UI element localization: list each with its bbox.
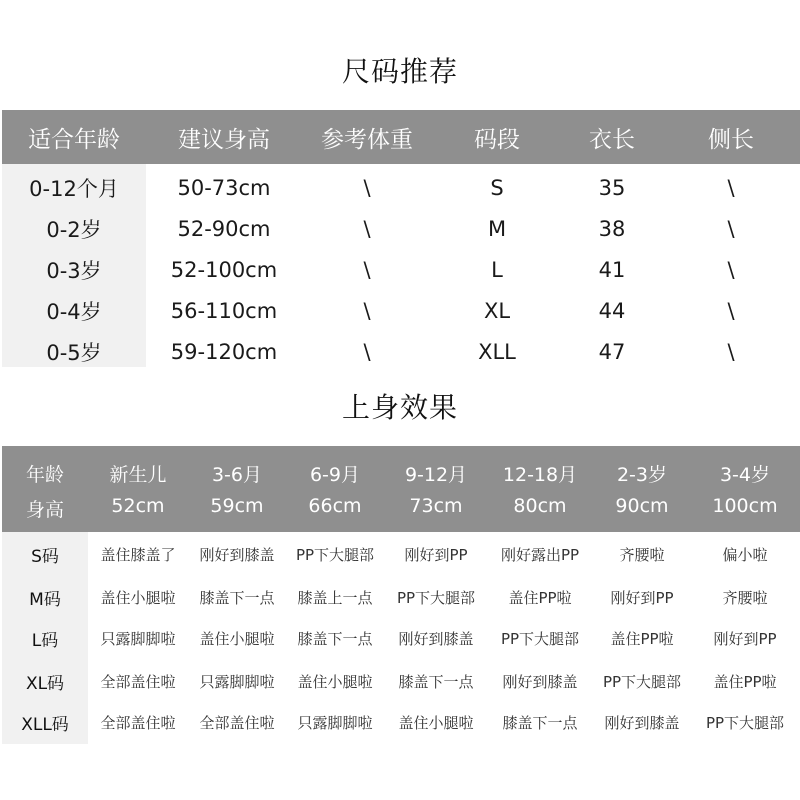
- effect-cell: 膝盖下一点: [398, 672, 474, 691]
- effect-cell: 刚好到膝盖: [199, 545, 275, 564]
- effect-cell: 齐腰啦: [619, 545, 665, 564]
- header-height-row: [2, 495, 800, 522]
- effect-cell: 盖住小腿啦: [398, 713, 474, 732]
- age-cell: 0-2岁: [46, 218, 102, 242]
- weight-cell: \: [363, 217, 371, 241]
- table-row: [2, 209, 800, 249]
- header-cell: 52cm: [111, 495, 165, 517]
- height-cell: 52-100cm: [170, 258, 278, 282]
- header-side-length: 侧长: [708, 126, 754, 153]
- height-cell: 50-73cm: [177, 176, 271, 200]
- effect-cell: 只露脚脚啦: [199, 672, 275, 691]
- effect-cell: 膝盖下一点: [502, 713, 578, 732]
- height-cell: 56-110cm: [170, 299, 278, 323]
- effect-cell: 膝盖上一点: [297, 588, 373, 607]
- effect-cell: 刚好到膝盖: [502, 672, 578, 691]
- weight-cell: \: [363, 258, 371, 282]
- effect-cell: PP下大腿部: [705, 713, 785, 732]
- table-row: [2, 332, 800, 372]
- header-cell: 2-3岁: [616, 464, 668, 486]
- size-label: L码: [31, 630, 59, 651]
- effect-cell: 全部盖住啦: [100, 672, 176, 691]
- header-cell: 年龄: [25, 464, 64, 486]
- table-row: [2, 618, 800, 658]
- effect-cell: 刚好到PP: [404, 545, 468, 564]
- wearing-effect-title: 上身效果: [341, 391, 458, 424]
- side-length-cell: \: [727, 258, 735, 282]
- effect-cell: 偏小啦: [722, 545, 768, 564]
- effect-cell: 刚好到膝盖: [398, 629, 474, 648]
- weight-cell: \: [363, 340, 371, 364]
- header-cell: 80cm: [513, 495, 567, 517]
- size-label: M码: [29, 589, 61, 610]
- header-cell: 73cm: [409, 495, 463, 517]
- size-cell: L: [491, 258, 503, 282]
- effect-cell: 盖住PP啦: [713, 672, 777, 691]
- age-cell: 0-12个月: [29, 177, 119, 201]
- header-cell: 新生儿: [109, 464, 167, 486]
- weight-cell: \: [363, 176, 371, 200]
- table-row: [2, 291, 800, 331]
- effect-cell: 刚好到PP: [610, 588, 674, 607]
- header-cell: 100cm: [712, 495, 778, 517]
- effect-cell: PP下大腿部: [295, 545, 375, 564]
- header-height: 建议身高: [178, 126, 270, 153]
- header-length: 衣长: [589, 126, 635, 153]
- size-cell: S: [490, 176, 504, 200]
- effect-cell: PP下大腿部: [396, 588, 476, 607]
- length-cell: 47: [598, 340, 626, 364]
- size-table-header: [2, 110, 800, 164]
- effect-cell: 刚好到PP: [713, 629, 777, 648]
- effect-cell: 膝盖下一点: [199, 588, 275, 607]
- effect-cell: 盖住PP啦: [610, 629, 674, 648]
- header-cell: 身高: [25, 499, 64, 521]
- effect-cell: 盖住小腿啦: [297, 672, 373, 691]
- header-cell: 6-9月: [309, 464, 361, 486]
- age-cell: 0-5岁: [46, 341, 102, 365]
- side-length-cell: \: [727, 299, 735, 323]
- effect-cell: 全部盖住啦: [199, 713, 275, 732]
- table-row: [2, 168, 800, 208]
- effect-cell: 全部盖住啦: [100, 713, 176, 732]
- table-row: [2, 702, 800, 742]
- effect-cell: 盖住小腿啦: [199, 629, 275, 648]
- table-row: [2, 661, 800, 701]
- height-cell: 59-120cm: [170, 340, 278, 364]
- header-cell: 3-4岁: [719, 464, 771, 486]
- length-cell: 38: [598, 217, 626, 241]
- size-cell: M: [487, 217, 507, 241]
- effect-cell: PP下大腿部: [602, 672, 682, 691]
- side-length-cell: \: [727, 217, 735, 241]
- effect-cell: 盖住小腿啦: [100, 588, 176, 607]
- size-label: XLL码: [21, 714, 69, 735]
- effect-cell: 刚好露出PP: [500, 545, 580, 564]
- side-length-cell: \: [727, 176, 735, 200]
- effect-cell: 齐腰啦: [722, 588, 768, 607]
- header-cell: 9-12月: [404, 464, 468, 486]
- weight-cell: \: [363, 299, 371, 323]
- table-row: [2, 577, 800, 617]
- header-cell: 3-6月: [211, 464, 263, 486]
- effect-cell: PP下大腿部: [500, 629, 580, 648]
- size-recommendation-title: 尺码推荐: [341, 55, 458, 88]
- effect-cell: 盖住膝盖了: [100, 545, 176, 564]
- header-age-row: [2, 460, 800, 487]
- header-weight: 参考体重: [321, 126, 413, 153]
- effect-table-header: [2, 446, 800, 532]
- size-label: XL码: [25, 673, 65, 694]
- header-age: 适合年龄: [28, 126, 120, 153]
- length-cell: 35: [598, 176, 626, 200]
- age-cell: 0-3岁: [46, 259, 102, 283]
- header-cell: 90cm: [615, 495, 669, 517]
- size-label: S码: [31, 546, 59, 567]
- size-cell: XL: [483, 299, 511, 323]
- size-cell: XLL: [478, 340, 516, 364]
- header-cell: 66cm: [308, 495, 362, 517]
- side-length-cell: \: [727, 340, 735, 364]
- header-size: 码段: [474, 126, 520, 153]
- effect-cell: 膝盖下一点: [297, 629, 373, 648]
- length-cell: 41: [598, 258, 626, 282]
- header-cell: 59cm: [210, 495, 264, 517]
- age-cell: 0-4岁: [46, 300, 102, 324]
- header-cell: 12-18月: [502, 464, 578, 486]
- table-row: [2, 534, 800, 574]
- effect-cell: 只露脚脚啦: [100, 629, 176, 648]
- table-row: [2, 250, 800, 290]
- length-cell: 44: [598, 299, 626, 323]
- height-cell: 52-90cm: [177, 217, 271, 241]
- effect-cell: 盖住PP啦: [508, 588, 572, 607]
- effect-cell: 只露脚脚啦: [297, 713, 373, 732]
- effect-cell: 刚好到膝盖: [604, 713, 680, 732]
